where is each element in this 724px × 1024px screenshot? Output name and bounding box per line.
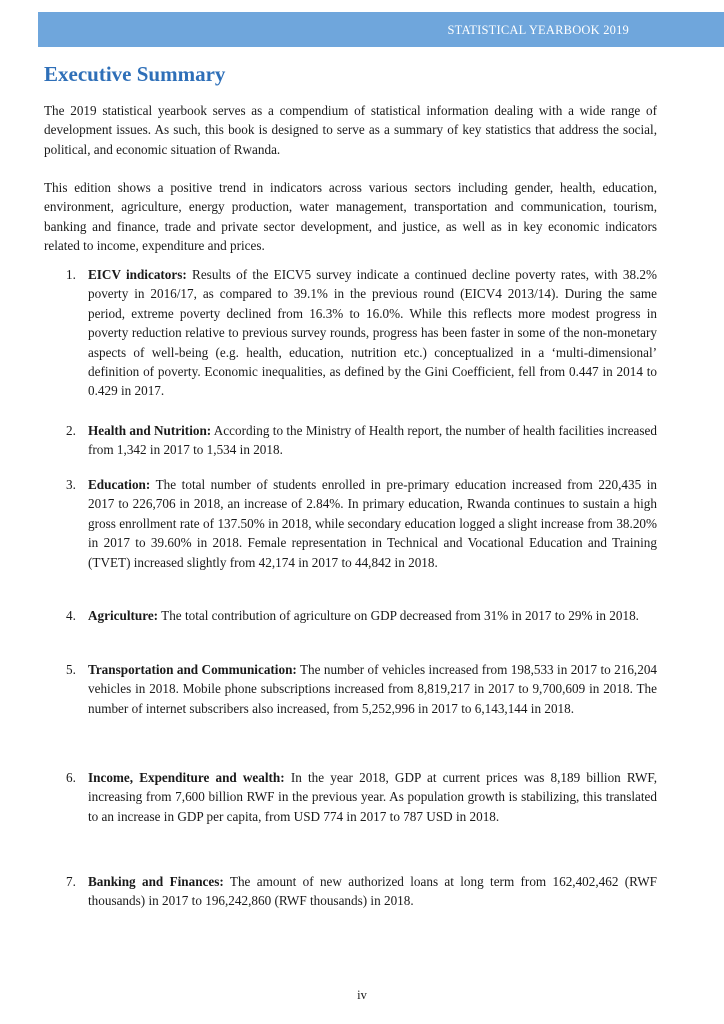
item-number: 4.	[66, 608, 76, 623]
item-lead: Transportation and Communication:	[88, 662, 297, 677]
item-lead: Education:	[88, 477, 151, 492]
header-title: STATISTICAL YEARBOOK 2019	[447, 23, 629, 37]
item-text: The total number of students enrolled in pre-primary education increased from 220,435 in 2017 to 226,706 in 2018, an increase of 2.84%. In primary education, Rwanda continues to sustain a high gross enrollment rate of 137.50% in 2018, while secondary education logged a slight increase from 38.20% in 2017 to 39.60% in 2018. Female representation in Technical and Vocational Education and Training (TVET) increased slightly from 42,174 in 2017 to 44,842 in 2018.	[88, 477, 657, 570]
item-text: The total contribution of agriculture on GDP decreased from 31% in 2017 to 29% in 2018.	[161, 608, 639, 623]
item-lead: Agriculture:	[88, 608, 159, 623]
item-lead: Income, Expenditure and wealth:	[88, 770, 285, 785]
summary-item-health	[66, 421, 657, 460]
summary-item-agriculture	[66, 606, 657, 625]
item-number: 7.	[66, 874, 76, 889]
item-text: According to the Ministry of Health report, the number of health facilities increased from 1,342 in 2017 to 1,534 in 2018.	[88, 423, 657, 458]
item-lead: EICV indicators:	[88, 267, 187, 282]
summary-item-banking	[66, 872, 657, 911]
item-lead: Banking and Finances:	[88, 874, 224, 889]
item-number: 5.	[66, 662, 76, 677]
item-text: The number of vehicles increased from 198,533 in 2017 to 216,204 vehicles in 2018. Mobile phone subscriptions increased from 8,819,217 in 2017 to 9,700,609 in 2018. The number of internet subscribers also increased, from 5,252,996 in 2017 to 6,143,144 in 2018.	[88, 662, 658, 716]
summary-item-eicv	[66, 265, 657, 401]
item-lead: Health and Nutrition:	[88, 423, 212, 438]
intro-paragraph-1: The 2019 statistical yearbook serves as a compendium of statistical information dealing with a wide range of development issues. As such, this book is designed to serve as a summary of key statistics that address the social, political, and economic situation of Rwanda.	[44, 103, 657, 157]
item-number: 1.	[66, 267, 76, 282]
summary-item-income	[66, 768, 657, 826]
item-text: The amount of new authorized loans at long term from 162,402,462 (RWF thousands) in 2017 to 196,242,860 (RWF thousands) in 2018.	[88, 874, 658, 909]
item-number: 2.	[66, 423, 76, 438]
item-text: In the year 2018, GDP at current prices was 8,189 billion RWF, increasing from 7,600 billion RWF in the previous year. As population growth is stabilizing, this translated to an increase in GDP per capita, from USD 774 in 2017 to 787 USD in 2018.	[88, 770, 658, 824]
item-number: 3.	[66, 477, 76, 492]
summary-item-education	[66, 475, 657, 572]
page-title: Executive Summary	[44, 62, 226, 86]
summary-item-transportation	[66, 660, 657, 718]
header-bar	[38, 12, 724, 47]
intro-paragraph-2: This edition shows a positive trend in indicators across various sectors including gender, health, education, environment, agriculture, energy production, water management, transportation and communication, tourism, banking and finance, trade and private sector development, and justice, as well as in key economic indicators related to income, expenditure and prices.	[44, 180, 657, 254]
item-number: 6.	[66, 770, 76, 785]
item-text: Results of the EICV5 survey indicate a continued decline poverty rates, with 38.2% poverty in 2016/17, as compared to 39.1% in the previous round (EICV4 2013/14). During the same period, extreme poverty declined from 16.3% to 16.0%. While this reflects more modest progress in poverty reduction relative to previous survey rounds, progress has been faster in some of the non-monetary aspects of well-being (e.g. health, education, nutrition etc.) conceptualized in a ‘multi-dimensional’ definition of poverty. Economic inequalities, as defined by the Gini Coefficient, fell from 0.447 in 2014 to 0.429 in 2017.	[88, 267, 658, 399]
page-number: iv	[357, 988, 367, 1002]
